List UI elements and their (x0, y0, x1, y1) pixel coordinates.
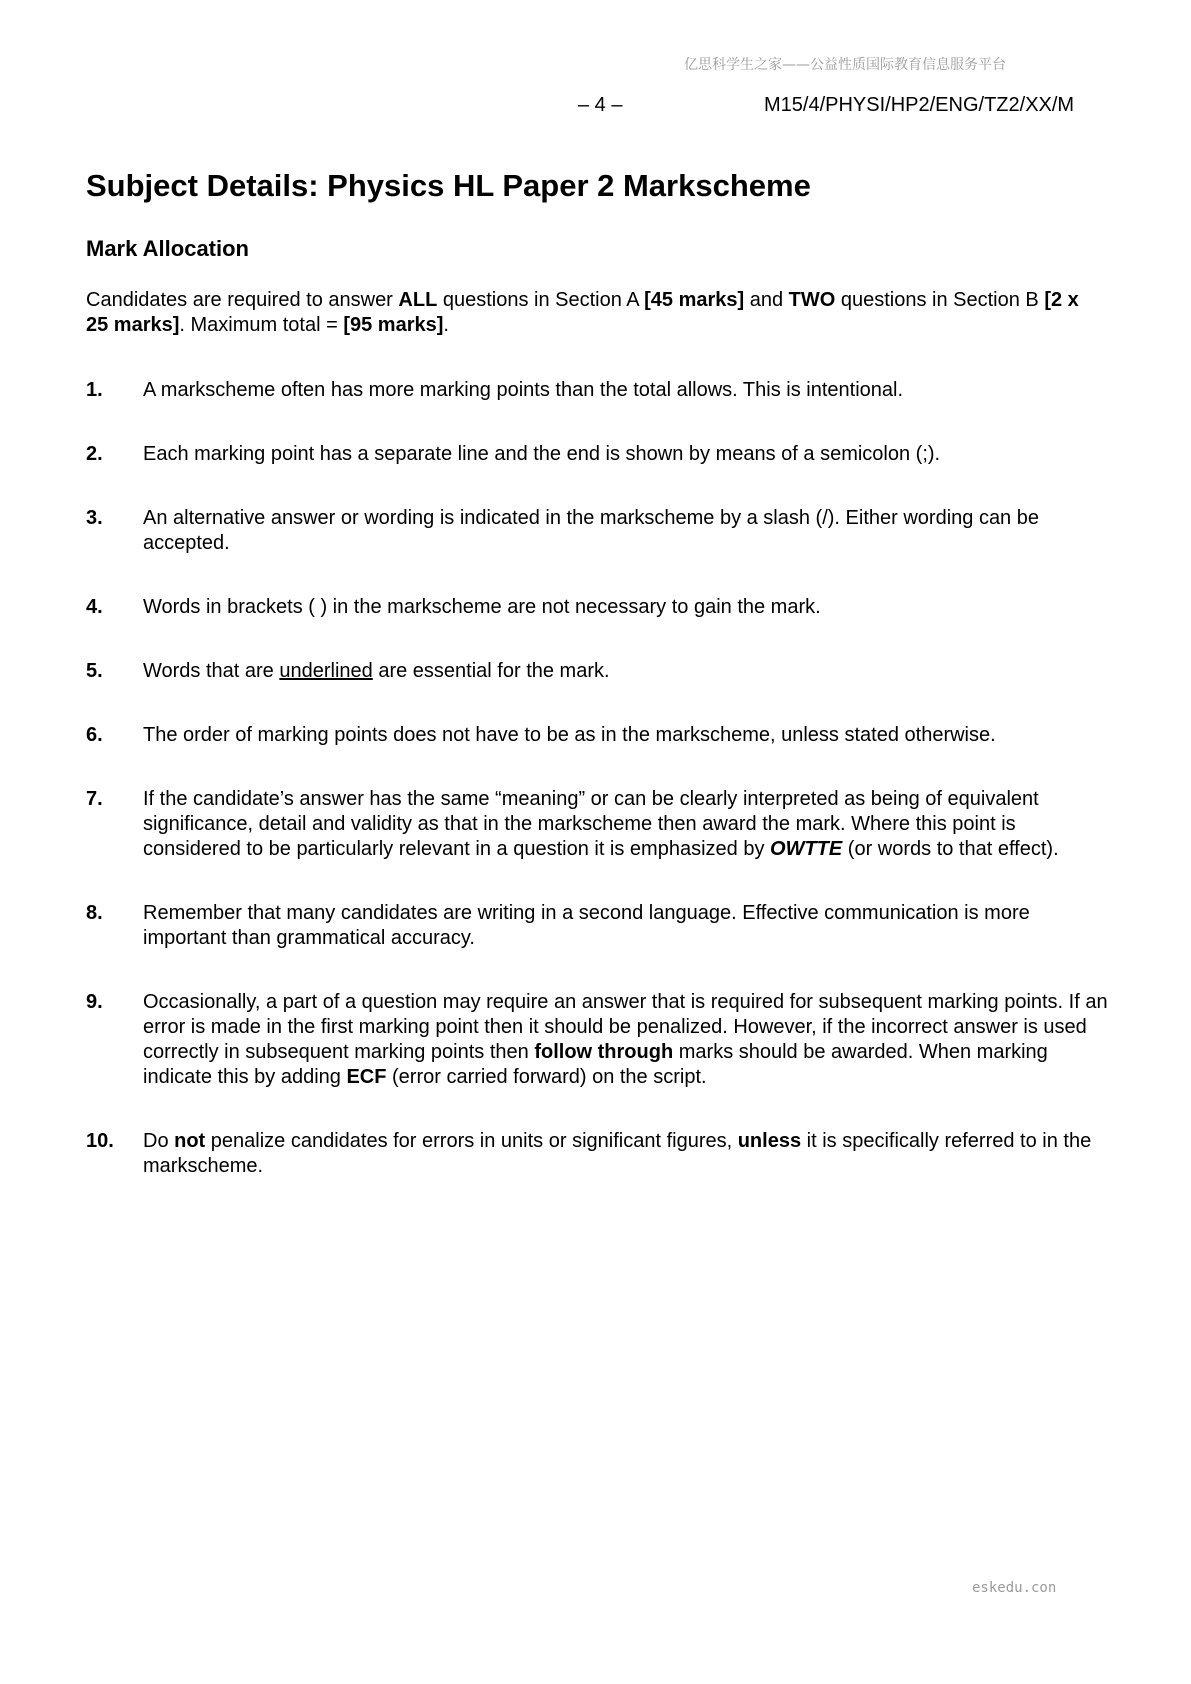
rule-text-part: If the candidate’s answer has the same “meaning” or can be clearly interpreted as being of equivalent significance, detail and validity as that in the markscheme then award the mark. Where this point is considered to be particularly relevant in a question it is emphasized by (143, 788, 1039, 860)
intro-bold: TWO (788, 289, 836, 311)
intro-paragraph (86, 288, 1106, 338)
intro-bold: [2 x 25 marks] (86, 289, 1079, 336)
rule-text-part: (error carried forward) on the script. (386, 1066, 707, 1088)
rule-item (86, 506, 1116, 556)
rule-number: 3. (86, 507, 103, 529)
rule-item (86, 378, 1116, 403)
bold-term: not (174, 1130, 206, 1152)
rule-number: 5. (86, 660, 103, 682)
rule-item (86, 442, 1116, 467)
rule-text-part: Words that are (143, 660, 280, 682)
rule-number: 1. (86, 379, 103, 401)
rule-text (143, 659, 1116, 684)
bold-term: ECF (346, 1066, 387, 1088)
rule-item (86, 659, 1116, 684)
rule-text: Words in brackets ( ) in the markscheme are not necessary to gain the mark. (143, 596, 821, 618)
rule-text-part: it is specifically referred to in the markscheme. (143, 1130, 1092, 1177)
rule-text (143, 1129, 1116, 1179)
intro-text: Candidates are required to answer (86, 289, 399, 311)
rule-text: Each marking point has a separate line and the end is shown by means of a semicolon (;). (143, 443, 941, 465)
page-title: Subject Details: Physics HL Paper 2 Markscheme (86, 168, 811, 203)
section-heading-mark-allocation: Mark Allocation (86, 236, 249, 261)
bold-term: follow through (534, 1041, 674, 1063)
rule-number: 7. (86, 788, 103, 810)
intro-text: . Maximum total = (179, 314, 344, 336)
rule-text-part: (or words to that effect). (842, 838, 1059, 860)
rule-text (143, 787, 1116, 862)
intro-bold: [45 marks] (644, 289, 745, 311)
rule-text-part: Do (143, 1130, 175, 1152)
rule-item (86, 787, 1116, 862)
bold-italic-term: OWTTE (770, 838, 843, 860)
rule-text-part: penalize candidates for errors in units or significant figures, (205, 1130, 738, 1152)
watermark-bottom: eskedu.con (972, 1580, 1057, 1596)
rule-item (86, 990, 1116, 1090)
intro-text: questions in Section A (437, 289, 645, 311)
rule-text: The order of marking points does not have to be as in the markscheme, unless stated otherwise. (143, 724, 996, 746)
rule-item (86, 595, 1116, 620)
document-code: M15/4/PHYSI/HP2/ENG/TZ2/XX/M (764, 94, 1075, 116)
underlined-word: underlined (279, 660, 373, 682)
rule-number: 2. (86, 443, 103, 465)
rule-number: 10. (86, 1130, 114, 1152)
rule-text: A markscheme often has more marking points than the total allows. This is intentional. (143, 379, 904, 401)
rule-item (86, 1129, 1116, 1179)
rule-number: 9. (86, 991, 103, 1013)
rule-text-part: are essential for the mark. (372, 660, 610, 682)
bold-term: unless (737, 1130, 802, 1152)
marking-rules-list (86, 378, 1116, 1218)
intro-text: and (744, 289, 789, 311)
rule-text (143, 990, 1116, 1090)
rule-text: Remember that many candidates are writing in a second language. Effective communication is more important than grammatical accuracy. (143, 902, 1030, 949)
rule-text-part: marks should be awarded. When marking indicate this by adding (143, 1041, 1048, 1088)
watermark-top: 亿思科学生之家——公益性质国际教育信息服务平台 (684, 57, 1006, 73)
rule-number: 6. (86, 724, 103, 746)
page-number: – 4 – (578, 94, 623, 116)
intro-text: questions in Section B (835, 289, 1045, 311)
rule-item (86, 723, 1116, 748)
rule-text: An alternative answer or wording is indicated in the markscheme by a slash (/). Either wording can be accepted. (143, 507, 1039, 554)
intro-text: . (443, 314, 449, 336)
rule-item (86, 901, 1116, 951)
rule-text-part: Occasionally, a part of a question may require an answer that is required for subsequent marking points. If an error is made in the first marking point then it should be penalized. However, if the incorrect answer is used correctly in subsequent marking points then (143, 991, 1108, 1063)
rule-number: 4. (86, 596, 103, 618)
intro-bold: ALL (398, 289, 438, 311)
rule-number: 8. (86, 902, 103, 924)
intro-bold: [95 marks] (343, 314, 444, 336)
